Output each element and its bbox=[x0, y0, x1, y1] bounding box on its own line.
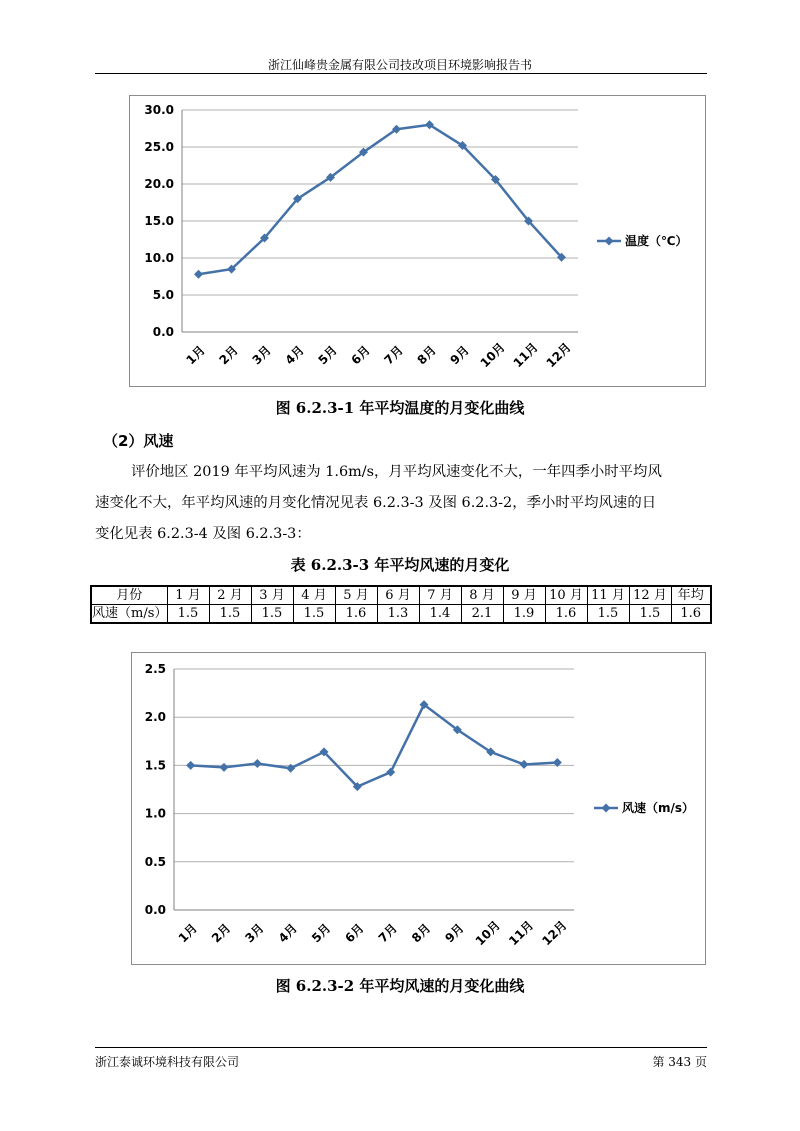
table-header-cell: 10 月 bbox=[545, 586, 587, 605]
table-cell: 1.3 bbox=[377, 605, 419, 624]
wind-speed-chart-y-tick-label: 1.0 bbox=[144, 806, 166, 821]
wind-speed-chart-y-tick-label: 2.5 bbox=[144, 662, 166, 676]
wind-speed-chart-legend-label: 风速（m/s） bbox=[622, 801, 695, 815]
temperature-chart-x-tick-label: 8月 bbox=[414, 343, 439, 368]
header-rule bbox=[95, 73, 707, 74]
table-cell: 1.5 bbox=[587, 605, 629, 624]
table-cell: 风速（m/s） bbox=[92, 606, 168, 621]
wind-speed-chart-x-tick-label: 12月 bbox=[539, 918, 570, 949]
table-cell: 1.5 bbox=[293, 605, 335, 624]
table-cell: 1.9 bbox=[503, 605, 545, 624]
table-header-cell: 6 月 bbox=[377, 586, 419, 605]
temperature-chart-y-tick-label: 30.0 bbox=[144, 103, 174, 117]
wind-speed-chart-y-tick-label: 0.5 bbox=[144, 854, 166, 869]
wind-speed-chart-x-tick-label: 9月 bbox=[442, 921, 467, 946]
wind-speed-chart-caption: 图 6.2.3-2 年平均风速的月变化曲线 bbox=[275, 977, 525, 995]
wind-speed-chart-y-tick-label: 1.5 bbox=[144, 758, 166, 773]
table-cell: 2.1 bbox=[461, 605, 503, 624]
table-cell: 1.6 bbox=[335, 605, 377, 624]
footer-page-number: 第 343 页 bbox=[652, 1055, 707, 1069]
document-header-title: 浙江仙峰贵金属有限公司技改项目环境影响报告书 bbox=[267, 58, 532, 72]
wind-speed-chart-svg bbox=[132, 653, 705, 964]
section-heading-wind-speed: （2）风速 bbox=[103, 432, 174, 450]
wind-speed-table bbox=[90, 585, 712, 624]
temperature-chart-y-tick-label: 10.0 bbox=[144, 251, 174, 265]
table-header-cell: 月份 bbox=[91, 586, 167, 605]
paragraph-line-1: 评价地区 2019 年平均风速为 1.6m/s，月平均风速变化不大，一年四季小时平均风 bbox=[131, 464, 662, 480]
table-header-cell: 3 月 bbox=[251, 586, 293, 605]
table-cell: 1.5 bbox=[209, 605, 251, 624]
temperature-chart-y-tick-label: 25.0 bbox=[144, 140, 174, 154]
table-cell: 1.6 bbox=[545, 605, 587, 624]
temperature-chart-x-tick-label: 12月 bbox=[543, 340, 574, 371]
table-header-cell: 4 月 bbox=[293, 586, 335, 605]
table-cell: 1.5 bbox=[167, 605, 209, 624]
paragraph-line-3: 变化见表 6.2.3-4 及图 6.2.3-3： bbox=[95, 526, 311, 542]
wind-speed-chart-data-point bbox=[520, 760, 529, 769]
table-header-cell: 11 月 bbox=[587, 586, 629, 605]
table-header-cell: 5 月 bbox=[335, 586, 377, 605]
temperature-chart-svg bbox=[130, 96, 705, 386]
temperature-chart-x-tick-label: 2月 bbox=[216, 343, 241, 368]
table-header-cell: 7 月 bbox=[419, 586, 461, 605]
temperature-chart-y-tick-label: 5.0 bbox=[152, 288, 174, 302]
table-header-cell: 1 月 bbox=[167, 586, 209, 605]
temperature-chart-y-tick-label: 0.0 bbox=[152, 325, 174, 339]
wind-speed-chart-x-tick-label: 7月 bbox=[375, 921, 400, 946]
wind-speed-chart-data-point bbox=[386, 768, 395, 777]
wind-speed-chart-data-point bbox=[253, 759, 262, 768]
wind-speed-chart-legend-marker bbox=[602, 804, 611, 813]
temperature-chart-x-tick-label: 6月 bbox=[348, 343, 373, 368]
table-header-cell: 2 月 bbox=[209, 586, 251, 605]
paragraph-line-2: 速变化不大，年平均风速的月变化情况见表 6.2.3-3 及图 6.2.3-2，季小时平均风速的日 bbox=[95, 495, 657, 511]
table-header-cell: 8 月 bbox=[461, 586, 503, 605]
wind-speed-chart-x-tick-label: 10月 bbox=[472, 918, 503, 949]
temperature-chart-x-tick-label: 10月 bbox=[477, 340, 508, 371]
temperature-chart-y-tick-label: 20.0 bbox=[144, 177, 174, 191]
table-row bbox=[91, 605, 711, 624]
temperature-chart-x-tick-label: 7月 bbox=[381, 343, 406, 368]
wind-speed-chart-x-tick-label: 3月 bbox=[242, 921, 267, 946]
table-header-cell: 9 月 bbox=[503, 586, 545, 605]
temperature-chart-y-tick-label: 15.0 bbox=[144, 214, 174, 228]
temperature-chart-x-tick-label: 4月 bbox=[282, 343, 307, 368]
temperature-chart-legend-label: 温度（℃） bbox=[625, 234, 688, 248]
footer-company: 浙江泰诚环境科技有限公司 bbox=[95, 1055, 240, 1069]
wind-speed-chart-x-tick-label: 2月 bbox=[209, 921, 234, 946]
table-header-row bbox=[91, 586, 711, 605]
table-cell: 1.5 bbox=[251, 605, 293, 624]
table-cell: 1.5 bbox=[629, 605, 671, 624]
temperature-chart-x-tick-label: 5月 bbox=[315, 343, 340, 368]
table-header-cell: 年均 bbox=[671, 586, 711, 605]
table-header-cell: 12 月 bbox=[629, 586, 671, 605]
footer-rule bbox=[95, 1047, 707, 1048]
temperature-chart-data-point bbox=[194, 270, 203, 279]
wind-speed-chart-x-tick-label: 4月 bbox=[275, 921, 300, 946]
wind-speed-chart-x-tick-label: 5月 bbox=[309, 921, 334, 946]
table-caption: 表 6.2.3-3 年平均风速的月变化 bbox=[290, 556, 510, 574]
wind-speed-chart-data-point bbox=[186, 761, 195, 770]
table-cell: 1.6 bbox=[671, 605, 711, 624]
temperature-chart-x-tick-label: 9月 bbox=[447, 343, 472, 368]
wind-speed-chart-x-tick-label: 8月 bbox=[409, 921, 434, 946]
wind-speed-chart-data-point bbox=[220, 763, 229, 772]
wind-speed-chart-y-tick-label: 2.0 bbox=[144, 710, 166, 725]
table-cell: 1.4 bbox=[419, 605, 461, 624]
temperature-chart-caption: 图 6.2.3-1 年平均温度的月变化曲线 bbox=[275, 399, 525, 417]
wind-speed-chart-x-tick-label: 6月 bbox=[342, 921, 367, 946]
wind-speed-chart-x-tick-label: 1月 bbox=[175, 921, 200, 946]
temperature-chart-x-tick-label: 3月 bbox=[249, 343, 274, 368]
wind-speed-chart-x-tick-label: 11月 bbox=[506, 918, 537, 949]
temperature-chart-x-tick-label: 1月 bbox=[183, 343, 208, 368]
temperature-chart-legend-marker bbox=[605, 237, 614, 246]
temperature-chart-x-tick-label: 11月 bbox=[510, 340, 541, 371]
wind-speed-chart-y-tick-label: 0.0 bbox=[144, 903, 166, 917]
wind-speed-chart bbox=[131, 652, 706, 965]
temperature-chart bbox=[129, 95, 706, 387]
